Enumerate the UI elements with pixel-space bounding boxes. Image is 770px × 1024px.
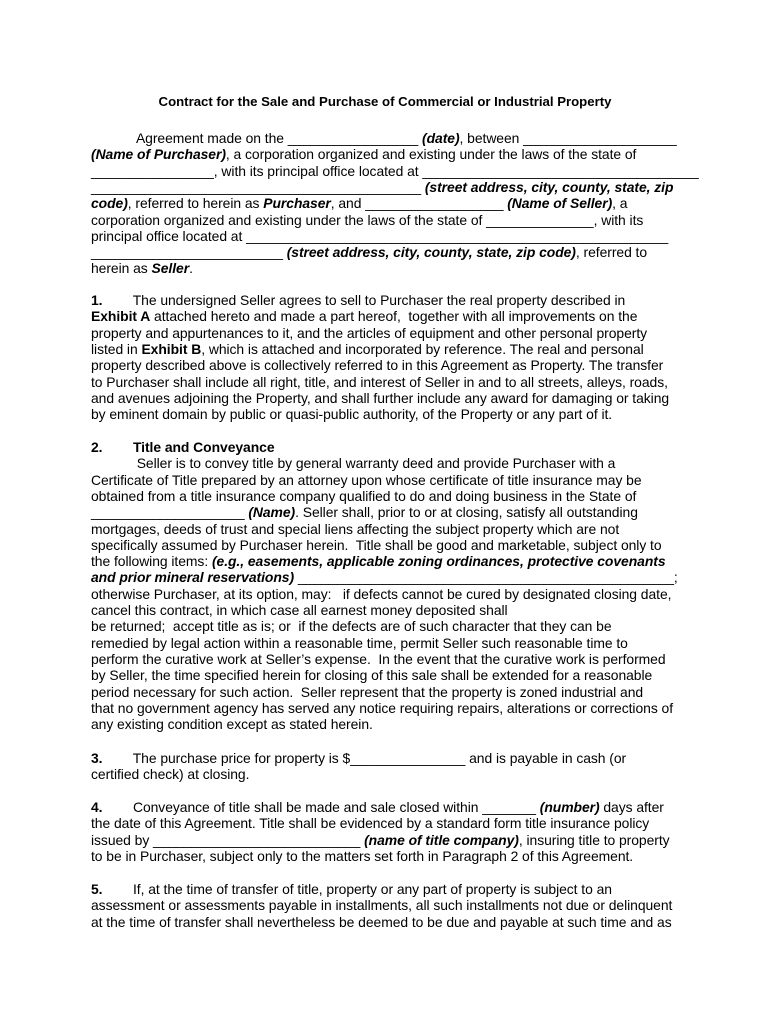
text-run: (Name of Purchaser) [91,146,226,163]
text-run: , a corporation organized and existing under the laws of the state of [225,146,637,163]
document-title: Contract for the Sale and Purchase of Commercial or Industrial Property [158,94,612,109]
text-line [91,325,647,342]
text-run: 4. [91,799,103,815]
text-run: (street address, city, county, state, zip code) [286,244,576,261]
text-run: period necessary for such action. Seller represent that the property is zoned industrial and [91,683,644,700]
text-run: Agreement made on the _________________ [91,130,423,146]
text-line [91,750,626,767]
text-run: Conveyance of title shall be made and sale closed within _______ [102,799,540,815]
text-run: certified check) at closing. [91,766,250,783]
text-run: and avenues adjoining the Property, and shall further include any award for damaging or taking [91,389,670,406]
text-run: property described above is collectively referred to in this Agreement as Property. The transfer [91,357,664,374]
text-run: ________________, with its principal office located at ____________________________________ [91,162,699,179]
text-line [91,848,633,865]
text-line [91,914,672,931]
text-run: _________________________________________________; [294,569,678,586]
text-run: (Name of Seller) [507,195,613,212]
text-line [91,260,193,277]
text-run: to be in Purchaser, subject only to the matters set forth in Paragraph 2 of this Agreement. [91,847,634,864]
text-run: Certificate of Title prepared by an attorney upon whose certificate of title insurance may be [91,471,642,488]
text-run: (e.g., easements, applicable zoning ordinances, protective covenants [211,553,666,570]
text-run: corporation organized and existing under the laws of the state of ______________, with its [91,211,644,228]
text-line [91,308,637,325]
text-line [91,799,664,816]
text-line [91,521,619,538]
text-run: any existing condition except as stated herein. [91,716,373,733]
text-run: , and __________________ [330,195,508,212]
text-line [91,341,644,358]
text-run: Seller is to convey title by general warranty deed and provide Purchaser with a [91,455,616,472]
text-run: ____________________ [91,504,249,521]
text-line [91,472,642,489]
text-line [91,163,699,180]
text-run: principal office located at _______________________________________________________ [91,227,669,244]
text-run: otherwise Purchaser, at its option, may: if defects cannot be cured by designated closing date, [91,585,672,602]
text-run: , referred to herein as [127,195,264,212]
text-run: property and appurtenances to it, and the articles of equipment and other personal property [91,324,648,341]
text-line [91,146,636,163]
text-line [91,766,249,783]
text-line [91,406,612,423]
text-run: The purchase price for property is $_______________ and is payable in cash (or [102,750,627,766]
text-line [91,667,652,684]
text-line [91,832,670,849]
text-run: listed in [91,340,142,357]
text-line [91,455,615,472]
text-run: , a [612,195,628,212]
text-line [91,504,638,521]
text-run: Exhibit B [141,340,202,357]
text-line [91,651,666,668]
text-run: , insuring title to property [518,831,670,848]
text-line [91,374,668,391]
text-run: Purchaser [263,195,331,212]
text-line [91,244,647,261]
text-line [91,586,671,603]
text-run: the following items: [91,553,212,570]
text-run: perform the curative work at Seller’s expense. In the event that the curative work is performed [91,650,666,667]
text-run: issued by ___________________________ [91,831,365,848]
text-run: attached hereto and made a part hereof, together with all improvements on the [150,308,638,325]
text-line [91,569,678,586]
text-run: (number) [539,799,600,815]
text-run: _________________________ [91,244,287,261]
text-run: remedied by legal action within a reasonable time, permit Seller such reasonable time to [91,634,628,651]
text-run: (street address, city, county, state, zip [424,178,674,195]
text-run: that no government agency has served any notice requiring repairs, alterations or corrections of [91,699,674,716]
text-run: Exhibit A [91,308,151,325]
text-run: days after [599,799,664,815]
text-line [91,228,668,245]
text-run: Seller [151,260,190,277]
text-run: by eminent domain by public or quasi-public authority, of the Property or any part of it. [91,406,613,423]
text-line [91,716,373,733]
text-run: at the time of transfer shall nevertheless be deemed to be due and payable at such time and as [91,913,672,930]
text-line [91,195,627,212]
text-run: The undersigned Seller agrees to sell to Purchaser the real property described in [102,292,626,308]
text-run: specifically assumed by Purchaser herein. Title shall be good and marketable, subject only to [91,536,662,553]
text-run: (date) [422,130,460,146]
text-run: obtained from a title insurance company qualified to do and doing business in the State of [91,487,637,504]
text-run: assessment or assessments payable in installments, all such installments not due or delinquent [91,897,673,914]
text-run: cancel this contract, in which case all earnest money deposited shall [91,602,508,618]
text-run: (name of title company) [364,831,519,848]
text-line [91,537,662,554]
text-run: If, at the time of transfer of title, property or any part of property is subject to an [102,881,612,897]
text-line [91,602,508,619]
text-run: . [189,260,193,277]
text-line [91,618,612,635]
text-line [91,130,677,147]
text-line [91,179,673,196]
text-line [91,439,275,456]
text-run: (Name) [248,504,296,521]
text-run: to Purchaser shall include all right, title, and interest of Seller in and to all streets, alleys, roads, [91,373,668,390]
text-line [91,815,649,832]
text-run: herein as [91,260,152,277]
text-line [91,212,643,229]
text-line [91,390,669,407]
text-line [91,700,673,717]
text-run: code) [91,195,128,212]
text-line [91,684,643,701]
text-run: 2. Title and Conveyance [91,439,275,455]
text-line [91,553,666,570]
text-run: , referred to [575,244,648,261]
text-line [91,488,636,505]
text-run: by Seller, the time specified herein for closing of this sale shall be extended for a reasonable [91,667,653,684]
text-run: , which is attached and incorporated by reference. The real and personal [201,340,644,357]
text-run: . Seller shall, prior to or at closing, satisfy all outstanding [295,504,638,521]
text-line [91,881,612,898]
text-line [91,635,628,652]
text-run: mortgages, deeds of trust and special liens affecting the subject property which are not [91,520,620,537]
text-run: ___________________________________________ [91,178,425,195]
text-run: the date of this Agreement. Title shall be evidenced by a standard form title insurance policy [91,815,650,832]
text-run: , between ____________________ [459,130,677,146]
text-line [91,292,625,309]
text-line [91,357,663,374]
text-run: and prior mineral reservations) [91,569,295,586]
text-run: 1. [91,292,103,308]
text-run: be returned; accept title as is; or if the defects are of such character that they can be [91,618,612,635]
text-run: 3. [91,750,103,766]
text-run: 5. [91,881,103,897]
text-line [91,897,672,914]
